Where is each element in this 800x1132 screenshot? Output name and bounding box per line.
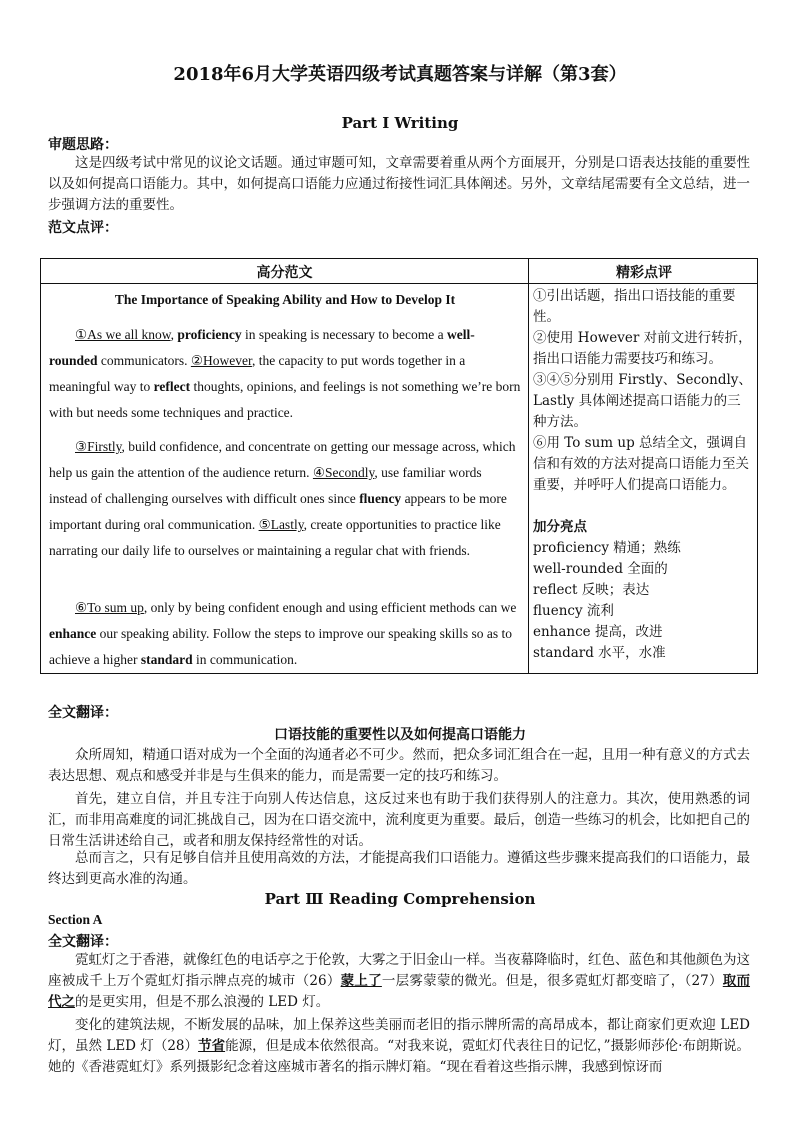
vocab-item: proficiency 精通；熟练 [533,540,681,556]
essay-text: , use familiar words instead of challenging ourselves with difficult ones since [49,465,482,506]
keyword-reflect: reflect [153,379,191,394]
reading-text: 变化的建筑法规，不断发展的品味，加上保养这些美丽而老旧的指示牌所需的高昂成本，都让商家们更欢迎 LED 灯，虽然 LED 灯（28） [48,1017,750,1054]
section-a-label: Section A [48,912,103,927]
table-header-essay: 高分范文 [256,265,313,281]
keyword-standard: standard [140,652,193,667]
keyword-fluency: fluency [359,491,402,506]
vocab-item: reflect 反映；表达 [533,582,650,598]
essay-text: appears to be more important during oral communication. [49,491,507,532]
essay-text: thoughts, opinions, and feelings is not something we’re born with but needs some techniques and practice. [49,379,521,420]
reading-text: 霓虹灯之于香港，就像红色的电话亭之于伦敦，大雾之于旧金山一样。当夜幕降临时，红色、蓝色和其他颜色为这座被成千上万个霓虹灯指示牌点亮的城市（26） [48,952,750,989]
translation-paragraph-3: 总而言之，只有足够自信并且使用高效的方法，才能提高我们口语能力。遵循这些步骤来提高我们的口语能力，最终达到更高水准的沟通。 [48,850,750,887]
table-header-comments: 精彩点评 [616,265,672,281]
reading-text: 的是更实用，但是不那么浪漫的 LED 灯。 [75,994,330,1010]
vocab-list [533,538,753,664]
page-title: 2018年6月大学英语四级考试真题答案与详解（第3套） [173,64,627,85]
translation-label: 全文翻译： [48,705,118,721]
comment-item: ①引出话题，指出口语技能的重要性。 [533,288,736,325]
translation-title: 口语技能的重要性以及如何提高口语能力 [274,727,526,743]
comment-item: ⑥用 To sum up 总结全文，强调自信和有效的方法对提高口语能力至关重要，并呼吁人们提高口语能力。 [533,435,749,493]
table-divider-vertical [528,259,529,673]
bonus-heading: 加分亮点 [533,519,587,535]
analysis-label: 审题思路： [48,137,118,153]
comment-item: ③④⑤分别用 Firstly、Secondly、Lastly 具体阐述提高口语能力的三种方法。 [533,372,752,430]
comment-item: ②使用 However 对前文进行转折，指出口语能力需要技巧和练习。 [533,330,752,367]
keyword-enhance: enhance [49,626,97,641]
vocab-item: well-rounded 全面的 [533,561,668,577]
vocab-item: enhance 提高，改进 [533,624,663,640]
translation-paragraph-2: 首先，建立自信，并且专注于向别人传达信息，这反过来也有助于我们获得别人的注意力。其次，使用熟悉的词汇，而非用高难度的词汇挑战自己，因为在口语交流中，流利度更为重要。最后，创造一些练习的机会，比如把自己的日常生活讲述给自己，或者和朋友保持经常性的对话。 [48,791,750,849]
review-label: 范文点评： [48,220,118,236]
essay-text: in speaking is necessary to become a [241,327,448,342]
marker-6: ⑥To sum up [75,600,144,615]
vocab-item: standard 水平，水准 [533,645,666,661]
marker-1: ①As we all know [75,327,171,342]
marker-2: ②However [190,353,252,368]
answer-27: 取而代之 [48,973,751,1010]
answer-26: 蒙上了 [340,973,382,989]
reading-paragraph-1 [48,950,750,1013]
reading-paragraph-2 [48,1015,750,1078]
vocab-item: fluency 流利 [533,603,614,619]
part-reading-heading: Part Ⅲ Reading Comprehension [264,890,536,908]
reading-text: 一层雾蒙蒙的微光。但是，很多霓虹灯都变暗了，（27） [381,973,723,989]
essay-text: , create opportunities to practice like narrating our daily life to ourselves or maintaining a regular chat with friends. [49,517,501,558]
marker-5: ⑤Lastly [258,517,304,532]
essay-paragraph-1 [49,322,521,426]
essay-title: The Importance of Speaking Ability and How to Develop It [114,292,456,307]
essay-text: our speaking ability. Follow the steps to improve our speaking skills so as to achieve a higher [49,626,512,667]
essay-text: , build confidence, and concentrate on getting our message across, which help us gain the attention of the audience return. [49,439,516,480]
essay-text: communicators. [97,353,191,368]
marker-3: ③Firstly [75,439,122,454]
comments-column [533,286,753,664]
reading-text: 能源，但是成本依然很高。“对我来说，霓虹灯代表往日的记忆，”摄影师莎伦·布朗斯说。她的《香港霓虹灯》系列摄影纪念着这座城市著名的指示牌灯箱。“现在看着这些指示牌，我感到惊讶而 [48,1038,751,1075]
essay-paragraph-2 [49,434,521,564]
part-writing-heading: Part I Writing [341,114,459,132]
essay-text: , [170,327,178,342]
table-divider-horizontal [41,283,757,284]
essay-text: , the capacity to put words together in a meaningful way to [49,353,466,394]
essay-text: , only by being confident enough and using efficient methods can we [143,600,517,615]
essay-paragraph-3 [49,595,521,673]
essay-text: in communication. [192,652,298,667]
keyword-well-rounded: well-rounded [49,327,475,368]
marker-4: ④Secondly [312,465,375,480]
reading-translation-label: 全文翻译： [48,934,118,950]
keyword-proficiency: proficiency [177,327,242,342]
answer-28: 节省 [198,1038,226,1054]
sample-essay-table [40,258,758,674]
translation-paragraph-1: 众所周知，精通口语对成为一个全面的沟通者必不可少。然而，把众多词汇组合在一起，且用一种有意义的方式去表达思想、观点和感受并非是与生俱来的能力，而是需要一定的技巧和练习。 [48,747,750,784]
analysis-text: 这是四级考试中常见的议论文话题。通过审题可知，文章需要着重从两个方面展开，分别是口语表达技能的重要性以及如何提高口语能力。其中，如何提高口语能力应通过衔接性词汇具体阐述。另外，文章结尾需要有全文总结，进一步强调方法的重要性。 [48,155,750,213]
